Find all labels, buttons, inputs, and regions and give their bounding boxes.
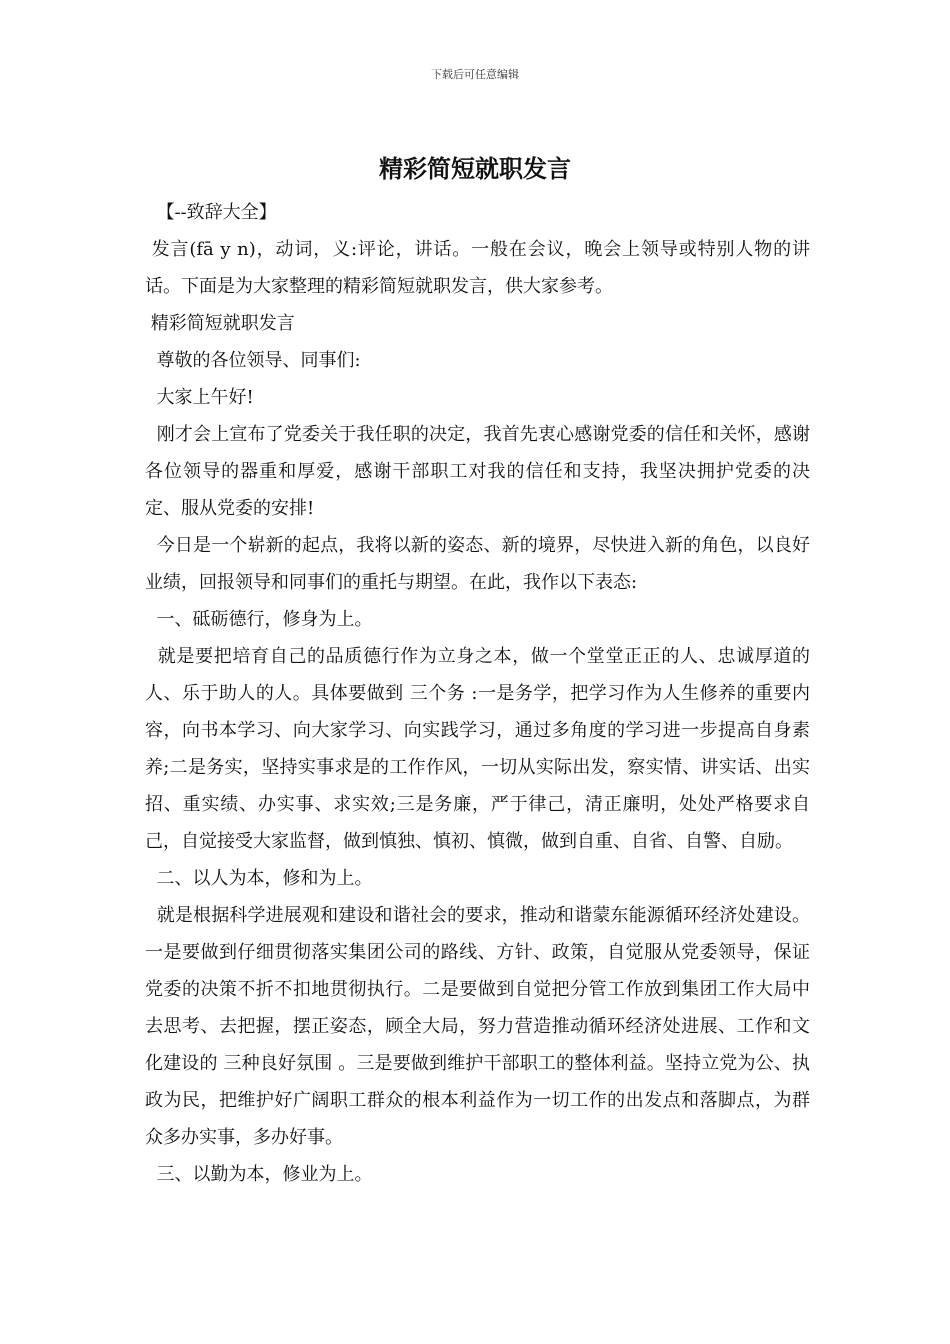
body-paragraph: 就是根据科学进展观和建设和谐社会的要求，推动和谐蒙东能源循环经济处建设。一是要做到仔细贯彻落实集团公司的路线、方针、政策，自觉服从党委领导，保证党委的决策不折不扣地贯彻执行。二是要做到自觉把分管工作放到集团工作大局中去思考、去把握，摆正姿态，顾全大局，努力营造推动循环经济处进展、工作和文化建设的 三种良好氛围 。三是要做到维护干部职工的整体利益。坚持立党为公、执政为民，把维护好广阔职工群众的根本利益作为一切工作的出发点和落脚点，为群众多办实事，多办好事。 [145,905,810,1148]
category-tag: 【--致辞大全】 [145,202,277,223]
point-heading-1: 一、砥砺德行，修身为上。 [145,609,373,630]
document-body [145,194,810,1193]
body-paragraph: 今日是一个崭新的起点，我将以新的姿态、新的境界，尽快进入新的角色，以良好业绩，回报领导和同事们的重托与期望。在此，我作以下表态: [145,535,810,593]
greeting: 大家上午好! [145,387,254,408]
page-header-note: 下载后可任意编辑 [431,68,519,81]
intro-paragraph: 发言(fā y n)，动词，义:评论，讲话。一般在会议，晚会上领导或特别人物的讲话。下面是为大家整理的精彩简短就职发言，供大家参考。 [145,239,810,297]
point-heading-2: 二、以人为本，修和为上。 [145,868,373,889]
section-heading: 精彩简短就职发言 [145,313,295,334]
document-title: 精彩简短就职发言 [379,154,571,183]
point-heading-3: 三、以勤为本，修业为上。 [145,1164,373,1185]
body-paragraph: 刚才会上宣布了党委关于我任职的决定，我首先衷心感谢党委的信任和关怀，感谢各位领导的器重和厚爱，感谢干部职工对我的信任和支持，我坚决拥护党委的决定、服从党委的安排! [145,424,810,519]
salutation: 尊敬的各位领导、同事们: [145,350,361,371]
body-paragraph: 就是要把培育自己的品质德行作为立身之本，做一个堂堂正正的人、忠诚厚道的人、乐于助人的人。具体要做到 三个务 :一是务学，把学习作为人生修养的重要内容，向书本学习、向大家学习、向实践学习，通过多角度的学习进一步提高自身素养;二是务实，坚持实事求是的工作作风，一切从实际出发，察实情、讲实话、出实招、重实绩、办实事、求实效;三是务廉，严于律己，清正廉明，处处严格要求自己，自觉接受大家监督，做到慎独、慎初、慎微，做到自重、自省、自警、自励。 [145,646,811,852]
